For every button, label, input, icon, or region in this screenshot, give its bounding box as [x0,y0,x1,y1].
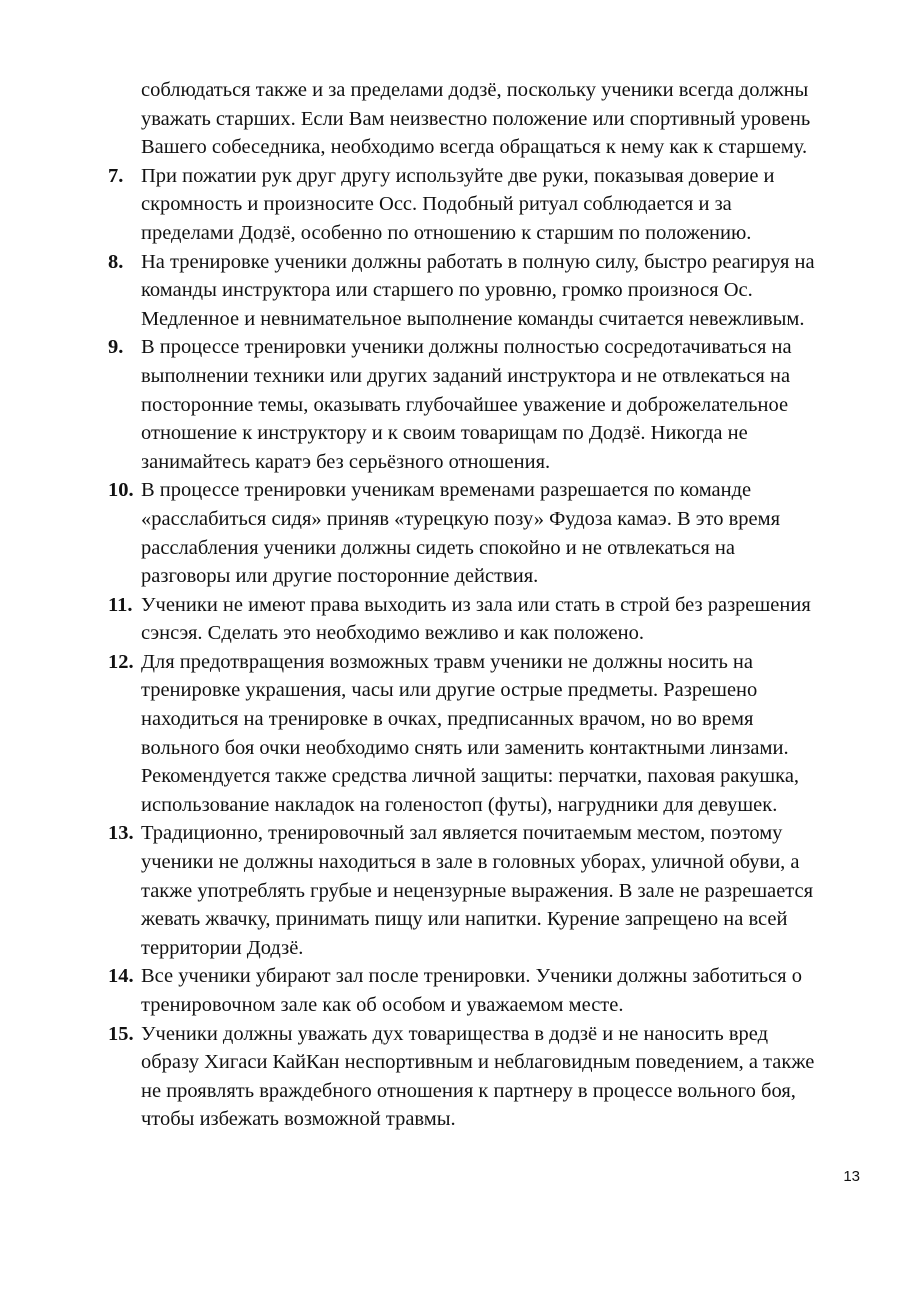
text-line: уважать старших. Если Вам неизвестно положение или спортивный уровень [141,107,811,130]
list-item-number: 15. [108,1022,134,1045]
list-item-text: В процессе тренировки ученики должны полностью сосредотачиваться на [141,336,792,359]
text-line: вольного боя очки необходимо снять или заменить контактными линзами. [141,736,789,759]
text-line [108,962,858,991]
list-item [108,591,858,648]
text-line: Медленное и невнимательное выполнение команды считается невежливым. [141,307,805,330]
text-line: не проявлять враждебного отношения к партнеру в процессе вольного боя, [141,1079,796,1102]
list-item [108,819,858,962]
list-item-text: Ученики не имеют права выходить из зала или стать в строй без разрешения [141,593,811,616]
text-line: команды инструктора или старшего по уровню, громко произнося Ос. [141,279,753,302]
list-item-number: 14. [108,965,134,988]
text-line: тренировочном зале как об особом и уважаемом месте. [141,994,624,1016]
text-line: посторонние темы, оказывать глубочайшее уважение и доброжелательное [141,393,789,416]
list-item [108,476,858,590]
list-item-text: Для предотвращения возможных травм ученики не должны носить на [141,650,753,673]
text-line: пределами Додзё, особенно по отношению к старшим по положению. [141,221,752,244]
list-item-text: При пожатии рук друг другу используйте две руки, показывая доверие и [141,164,775,187]
list-item-text: Все ученики убирают зал после тренировки. Ученики должны заботиться о [141,965,802,988]
text-line: отношение к инструктору и к своим товарищам по Додзё. Никогда не [141,422,748,445]
list-item-text: На тренировке ученики должны работать в полную силу, быстро реагируя на [141,250,815,273]
list-item-text: В процессе тренировки ученикам временами разрешается по команде [141,479,752,502]
text-line: выполнении техники или других заданий инструктора и не отвлекаться на [141,364,791,387]
list-item-number: 11. [108,593,133,616]
text-line: Вашего собеседника, необходимо всегда обращаться к нему как к старшему. [141,136,808,159]
list-item [108,162,858,248]
text-line: территории Додзё. [141,936,304,959]
list-item [108,648,858,820]
document-body [108,76,858,1134]
text-line [108,248,858,277]
list-item-number: 12. [108,650,134,673]
continuation-paragraph [108,76,858,162]
text-line: «расслабиться сидя» приняв «турецкую позу» Фудоза камаэ. В это время [141,507,781,530]
text-line [108,476,858,505]
list-item-text: Ученики должны уважать дух товарищества в додзё и не наносить вред [141,1022,769,1045]
text-line [108,1020,858,1049]
text-line: расслабления ученики должны сидеть спокойно и не отвлекаться на [141,536,735,559]
text-line: скромность и произносите Осс. Подобный ритуал соблюдается и за [141,193,732,216]
list-item-number: 10. [108,479,134,502]
list-item-number: 7. [108,164,124,187]
text-line: использование накладок на голеностоп (футы), нагрудники для девушек. [141,793,778,816]
text-line [108,591,858,620]
text-line: разговоры или другие посторонние действия. [141,565,539,588]
list-item [108,248,858,334]
text-line [108,819,858,848]
list-item-number: 8. [108,250,124,273]
text-line: тренировке украшения, часы или другие острые предметы. Разрешено [141,679,758,702]
text-line: находиться на тренировке в очках, предписанных врачом, но во время [141,708,754,731]
list-item-number: 9. [108,336,124,359]
list-item [108,962,858,1019]
text-line: занимайтесь каратэ без серьёзного отношения. [141,450,551,473]
text-line: ученики не должны находиться в зале в головных уборах, уличной обуви, а [141,851,800,874]
text-line: соблюдаться также и за пределами додзё, поскольку ученики всегда должны [141,79,809,101]
text-line [108,333,858,362]
list-item-number: 13. [108,822,134,845]
page-number: 13 [843,1168,860,1185]
list-item [108,1020,858,1134]
text-line [108,648,858,677]
text-line: образу Хигаси КайКан неспортивным и неблаговидным поведением, а также [141,1051,815,1074]
list-item-text: Традиционно, тренировочный зал является почитаемым местом, поэтому [141,822,783,845]
list-item [108,333,858,476]
text-line: Рекомендуется также средства личной защиты: перчатки, паховая ракушка, [141,765,800,788]
text-line: также употреблять грубые и нецензурные выражения. В зале не разрешается [141,879,814,902]
text-line [108,162,858,191]
text-line: сэнсэя. Сделать это необходимо вежливо и как положено. [141,622,644,645]
text-line: чтобы избежать возможной травмы. [141,1108,456,1131]
text-line: жевать жвачку, принимать пищу или напитки. Курение запрещено на всей [141,908,788,931]
